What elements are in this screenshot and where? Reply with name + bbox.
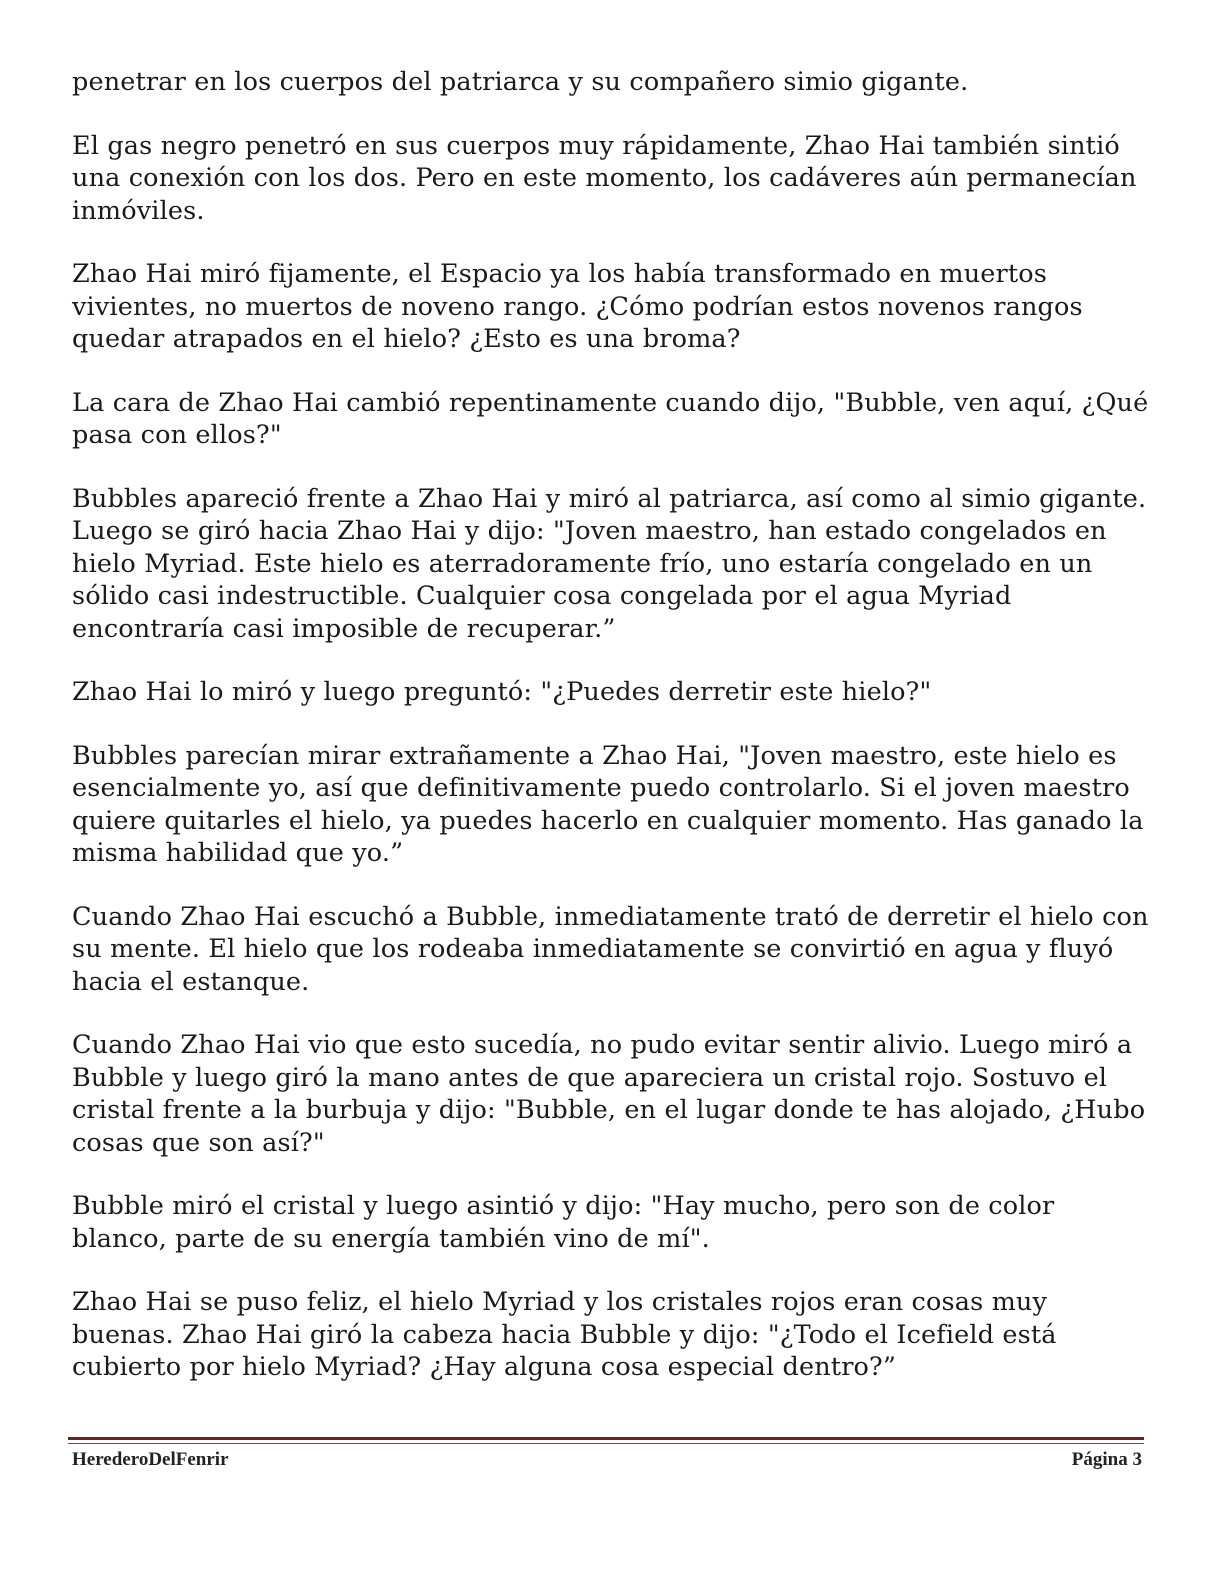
paragraph-6: Zhao Hai lo miró y luego preguntó: "¿Puedes derretir este hielo?": [72, 677, 932, 707]
paragraph-2: El gas negro penetró en sus cuerpos muy rápidamente, Zhao Hai también sintió una conexión con los dos. Pero en este momento, los cadáveres aún permanecían inmóviles.: [72, 130, 1137, 226]
footer-divider: [68, 1437, 1144, 1440]
paragraph-7: Bubbles parecían mirar extrañamente a Zhao Hai, "Joven maestro, este hielo es esencialmente yo, así que definitivamente puedo controlarlo. Si el joven maestro quiere quitarles el hielo, ya puedes hacerlo en cualquier momento. Has ganado la misma habilidad que yo.”: [72, 740, 1144, 868]
paragraph-11: Zhao Hai se puso feliz, el hielo Myriad y los cristales rojos eran cosas muy buenas. Zhao Hai giró la cabeza hacia Bubble y dijo: "¿Todo el Icefield está cubierto por hielo Myriad? ¿Hay alguna cosa especial dentro?”: [72, 1287, 1057, 1382]
paragraph-10: Bubble miró el cristal y luego asintió y dijo: "Hay mucho, pero son de color blanco, parte de su energía también vino de mí".: [72, 1191, 1055, 1254]
footer-page-number: Página 3: [1071, 1449, 1142, 1470]
footer-author: HerederoDelFenrir: [72, 1449, 229, 1470]
page-body: [72, 66, 1152, 1415]
paragraph-4: La cara de Zhao Hai cambió repentinamente cuando dijo, "Bubble, ven aquí, ¿Qué pasa con ellos?": [72, 387, 1149, 450]
paragraph-1: penetrar en los cuerpos del patriarca y su compañero simio gigante.: [72, 67, 969, 97]
paragraph-3: Zhao Hai miró fijamente, el Espacio ya los había transformado en muertos vivientes, no muertos de noveno rango. ¿Cómo podrían estos novenos rangos quedar atrapados en el hielo? ¿Esto es una broma?: [72, 259, 1083, 354]
paragraph-5: Bubbles apareció frente a Zhao Hai y miró al patriarca, así como al simio gigante. Luego se giró hacia Zhao Hai y dijo: "Joven maestro, han estado congelados en hielo Myriad. Este hielo es aterradoramente frío, uno estaría congelado en un sólido casi indestructible. Cualquier cosa congelada por el agua Myriad encontraría casi imposible de recuperar.”: [72, 483, 1147, 644]
paragraph-9: Cuando Zhao Hai vio que esto sucedía, no pudo evitar sentir alivio. Luego miró a Bubble y luego giró la mano antes de que apareciera un cristal rojo. Sostuvo el cristal frente a la burbuja y dijo: "Bubble, en el lugar donde te has alojado, ¿Hubo cosas que son así?": [72, 1030, 1146, 1158]
paragraph-8: Cuando Zhao Hai escuchó a Bubble, inmediatamente trató de derretir el hielo con su mente. El hielo que los rodeaba inmediatamente se convirtió en agua y fluyó hacia el estanque.: [72, 901, 1149, 997]
footer-divider-thin: [68, 1443, 1144, 1444]
